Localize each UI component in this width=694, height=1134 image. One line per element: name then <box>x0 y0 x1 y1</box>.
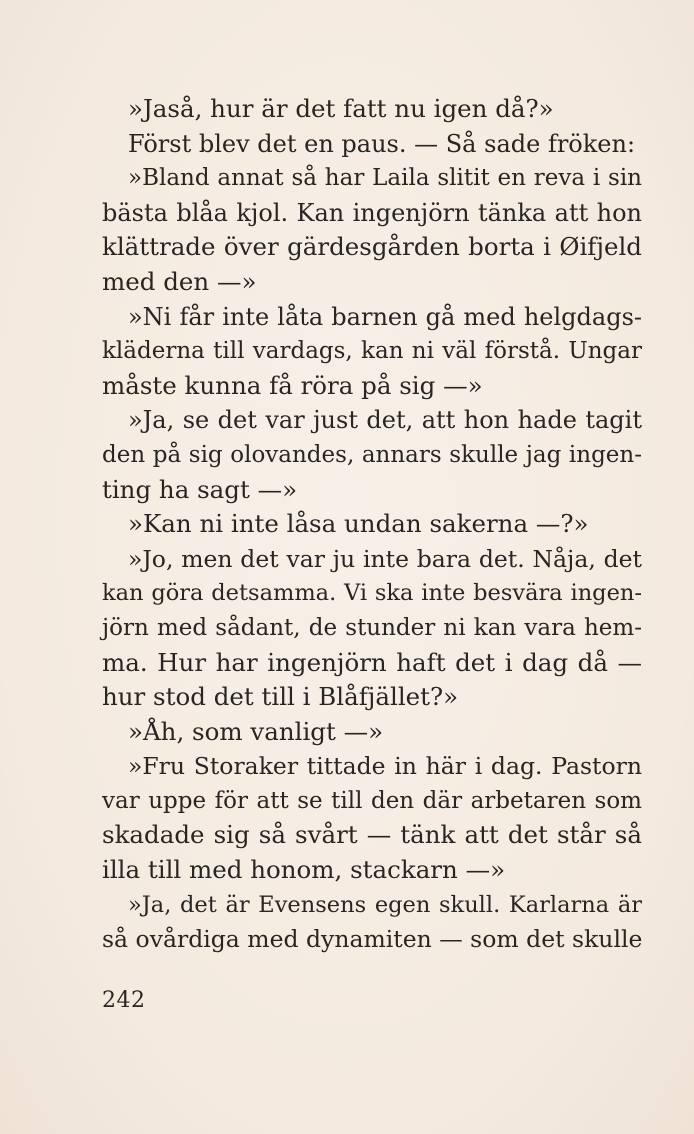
text-line: hur stod det till i Blåfjället?» <box>102 682 459 712</box>
text-line: illa till med honom, stackarn —» <box>102 855 506 885</box>
text-line: den på sig olovandes, annars skulle jag ingen- <box>102 441 642 468</box>
text-line: så ovårdiga med dynamiten — som det skulle <box>102 925 643 954</box>
text-line: jörn med sådant, de stunder ni kan vara hem- <box>102 614 642 641</box>
text-line: måste kunna få röra på sig —» <box>102 370 483 400</box>
text-line: »Kan ni inte låsa undan sakerna —?» <box>128 509 589 539</box>
text-line: bästa blåa kjol. Kan ingenjörn tänka att hon <box>102 198 642 227</box>
text-line: kan göra detsamma. Vi ska inte besvära ingen- <box>102 580 642 607</box>
text-line: skadade sig så svårt — tänk att det står så <box>102 820 642 850</box>
text-line: »Åh, som vanligt —» <box>128 716 384 746</box>
text-line: ting ha sagt —» <box>102 474 298 504</box>
text-line: »Ni får inte låta barnen gå med helgdags- <box>128 302 642 331</box>
text-line: kläderna till vardags, kan ni väl förstå. Ungar <box>102 338 642 365</box>
text-line: »Bland annat så har Laila slitit en reva i sin <box>128 165 642 192</box>
text-line: »Jaså, hur är det fatt nu igen då?» <box>128 94 554 123</box>
text-line: klättrade över gärdesgården borta i Øifjeld <box>102 232 642 262</box>
body-text <box>102 92 642 957</box>
text-line: »Ja, det är Evensens egen skull. Karlarna är <box>128 891 642 918</box>
text-line: Först blev det en paus. — Så sade fröken: <box>128 129 636 158</box>
text-line: ma. Hur har ingenjörn haft det i dag då — <box>102 647 642 677</box>
text-line: »Jo, men det var ju inte bara det. Nåja, det <box>128 544 642 573</box>
text-line: med den —» <box>102 266 257 296</box>
page-number: 242 <box>102 988 146 1013</box>
text-line: »Ja, se det var just det, att hon hade tagit <box>128 406 642 435</box>
text-line: »Fru Storaker tittade in här i dag. Pastorn <box>128 752 642 781</box>
text-line: var uppe för att se till den där arbetaren som <box>102 787 642 814</box>
